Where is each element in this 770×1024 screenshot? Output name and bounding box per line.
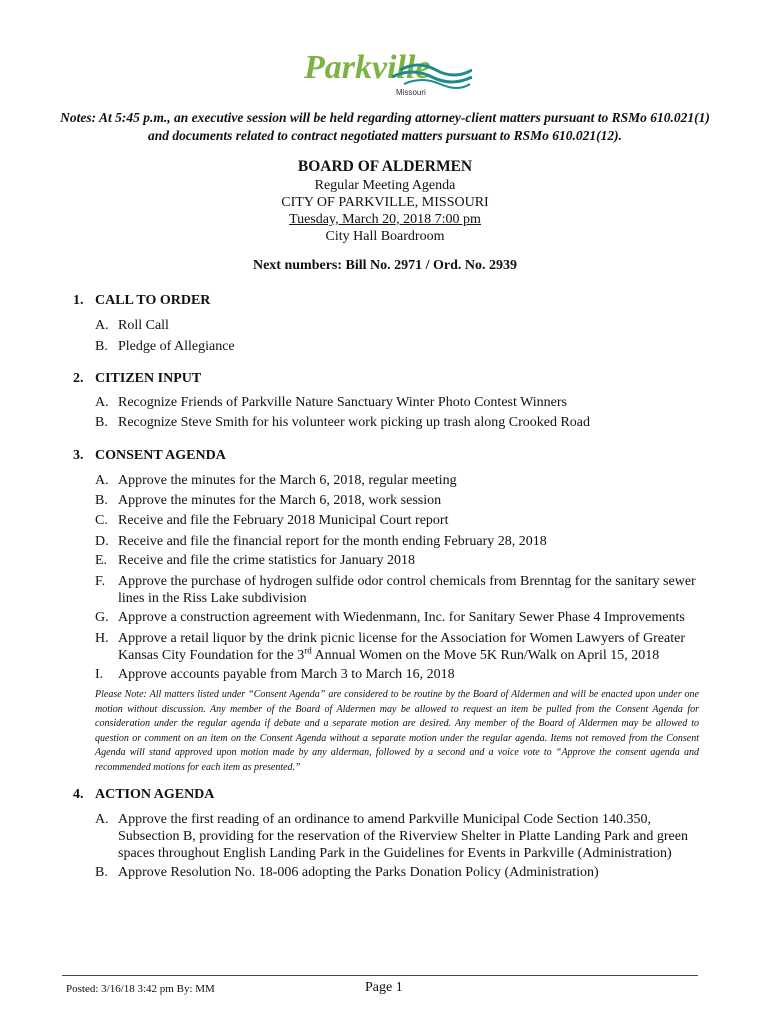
- section-number: 3.: [73, 448, 84, 463]
- list-item: I. Approve accounts payable from March 3 to March 16, 2018: [95, 667, 455, 682]
- list-item: G. Approve a construction agreement with Wiedenmann, Inc. for Sanitary Sewer Phase 4 Improvements: [95, 610, 685, 625]
- parkville-logo: [300, 40, 472, 102]
- list-item: C. Receive and file the February 2018 Municipal Court report: [95, 513, 449, 528]
- next-numbers: Next numbers: Bill No. 2971 / Ord. No. 2939: [252, 258, 518, 273]
- page-number: Page 1: [365, 980, 403, 995]
- section-title: ACTION AGENDA: [95, 787, 215, 802]
- meeting-location: City Hall Boardroom: [325, 229, 445, 244]
- logo-subtitle: Missouri: [396, 88, 426, 97]
- list-item: B. Recognize Steve Smith for his volunteer work picking up trash along Crooked Road: [95, 415, 591, 430]
- section-consent-agenda: [73, 448, 226, 464]
- list-item: F. Approve the purchase of hydrogen sulfide odor control chemicals from Brenntag for the sanitary sewer lines in the Riss Lake subdivision: [95, 574, 696, 606]
- list-item: H. Approve a retail liquor by the drink picnic license for the Association for Women Lawyers of Greater Kansas City Foundation for the 3rd Annual Women on the Move 5K Run/Walk on April 15, 2018: [95, 631, 685, 663]
- section-call-to-order: [73, 293, 210, 309]
- section-number: 4.: [73, 787, 84, 802]
- section-number: 1.: [73, 293, 84, 308]
- section-title: CALL TO ORDER: [95, 293, 211, 308]
- section-title: CONSENT AGENDA: [95, 448, 226, 463]
- agenda-type: Regular Meeting Agenda: [314, 178, 456, 193]
- consent-agenda-note: Please Note: All matters listed under “Consent Agenda” are considered to be routine by the Board of Aldermen and will be enacted upon under one motion without discussion. Any member of the Board of Aldermen may be allowed to request an item be pulled from the Consent Agenda for consideration under the regular agenda if debate and a separate motion are desired. Any member of the Board of Aldermen may be allowed to question or comment on an item on the Consent Agenda without a separate motion under the regular agenda. Items not removed from the Consent Agenda will stand approved upon motion made by any alderman, followed by a second and a voice vote to “Approve the consent agenda and recommended motions for each item as presented.”: [95, 689, 699, 773]
- posted-timestamp: Posted: 3/16/18 3:42 pm By: MM: [66, 983, 215, 995]
- list-item: B. Approve the minutes for the March 6, 2018, work session: [95, 493, 442, 508]
- list-item: B. Approve Resolution No. 18-006 adopting the Parks Donation Policy (Administration): [95, 865, 599, 880]
- list-item: A. Approve the first reading of an ordinance to amend Parkville Municipal Code Section 140.350, Subsection B, providing for the reservation of the Riverview Shelter in Platte Landing Park and green spaces throughout English Landing Park in the Guidelines for Events in Parkville (Administration): [95, 812, 688, 861]
- list-item: A. Approve the minutes for the March 6, 2018, regular meeting: [95, 473, 457, 488]
- agenda-header: [0, 157, 770, 245]
- section-citizen-input: [73, 371, 201, 387]
- city-name: CITY OF PARKVILLE, MISSOURI: [281, 195, 489, 210]
- list-item: D. Receive and file the financial report for the month ending February 28, 2018: [95, 534, 547, 549]
- list-item: A. Recognize Friends of Parkville Nature Sanctuary Winter Photo Contest Winners: [95, 395, 567, 410]
- section-action-agenda: [73, 787, 214, 803]
- section-title: CITIZEN INPUT: [95, 371, 202, 386]
- section-number: 2.: [73, 371, 84, 386]
- list-item: E. Receive and file the crime statistics for January 2018: [95, 553, 416, 568]
- executive-session-notes: Notes: At 5:45 p.m., an executive session will be held regarding attorney-client matters pursuant to RSMo 610.021(1) and documents related to contract negotiated matters pursuant to RSMo 610.021(12).: [60, 110, 710, 143]
- logo-wordmark: Parkville: [304, 49, 431, 86]
- footer-divider: [62, 975, 698, 976]
- meeting-datetime: Tuesday, March 20, 2018 7:00 pm: [289, 212, 481, 227]
- list-item: A. Roll Call: [95, 318, 169, 333]
- board-title: BOARD OF ALDERMEN: [297, 158, 473, 175]
- list-item: B. Pledge of Allegiance: [95, 339, 235, 354]
